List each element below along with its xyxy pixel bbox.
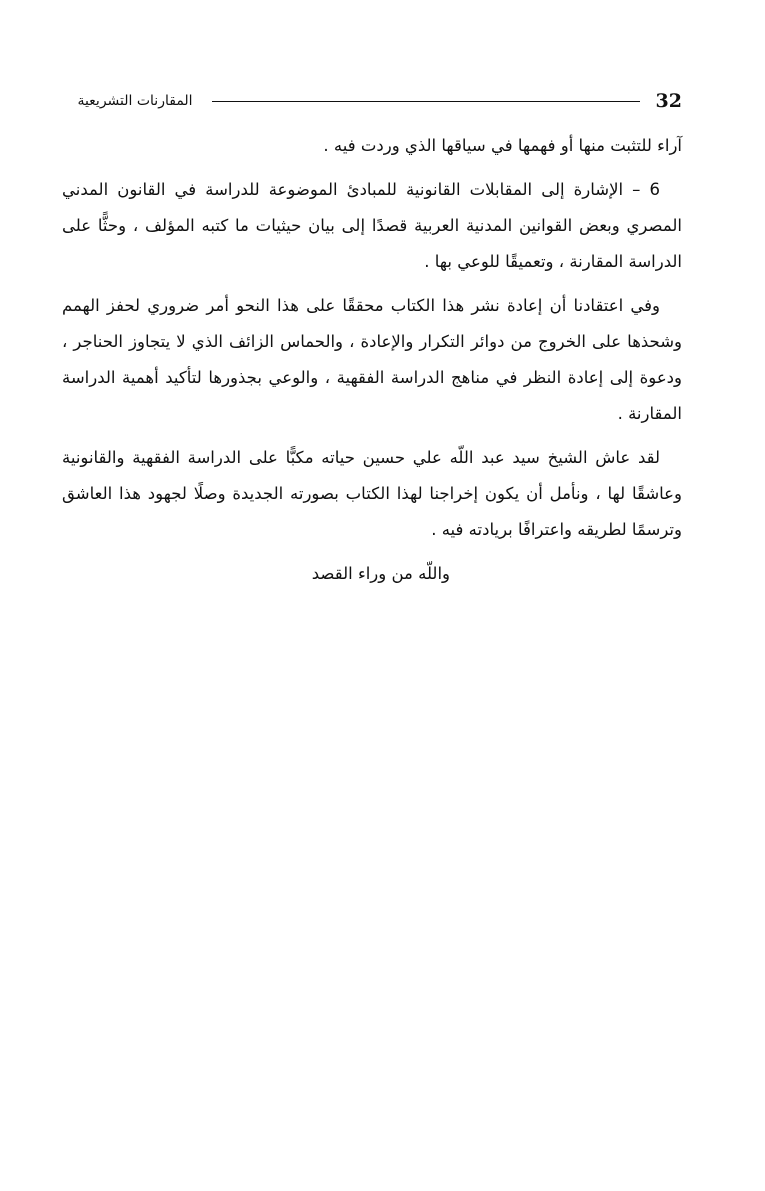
body-text bbox=[62, 128, 682, 600]
paragraph-tribute: لقد عاش الشيخ سيد عبد اللّه علي حسين حياته مكبًّا على الدراسة الفقهية والقانونية وعاشقًا لها ، ونأمل أن يكون إخراجنا لهذا الكتاب بصورته الجديدة وصلًا لجهود هذا العاشق وترسمًا لطريقه واعترافًا بريادته فيه . bbox=[62, 448, 682, 539]
running-title: المقارنات التشريعية bbox=[77, 93, 193, 109]
page-number: 32 bbox=[655, 90, 682, 112]
paragraph-item-6: 6 – الإشارة إلى المقابلات القانونية للمبادئ الموضوعة للدراسة في القانون المدني المصري وبعض القوانين المدنية العربية قصدًا إلى بيان حيثيات ما كتبه المؤلف ، وحثًّا على الدراسة المقارنة ، وتعميقًا للوعي بها . bbox=[62, 180, 682, 271]
running-header bbox=[62, 84, 682, 120]
closing-line: واللّه من وراء القصد bbox=[311, 564, 450, 583]
header-rule bbox=[212, 101, 640, 102]
paragraph-continuation: آراء للتثبت منها أو فهمها في سياقها الذي وردت فيه . bbox=[323, 136, 682, 155]
paragraph-republishing: وفي اعتقادنا أن إعادة نشر هذا الكتاب محققًا على هذا النحو أمر ضروري لحفز الهمم وشحذها على الخروج من دوائر التكرار والإعادة ، والحماس الزائف الذي لا يتجاوز الحناجر ، ودعوة إلى إعادة النظر في مناهج الدراسة الفقهية ، والوعي بجذورها لتأكيد أهمية الدراسة المقارنة . bbox=[62, 296, 682, 423]
